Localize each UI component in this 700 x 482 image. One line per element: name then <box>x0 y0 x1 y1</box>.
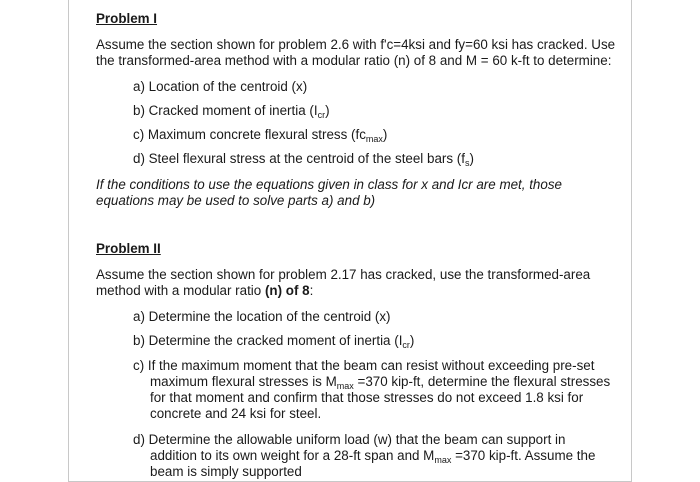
problem-2-heading: Problem II <box>96 241 161 256</box>
problem-2-intro-line-1: Assume the section shown for problem 2.17 has cracked, use the transformed-area <box>96 267 591 282</box>
problem-2-item-a: a) Determine the location of the centroid (x) <box>133 309 391 324</box>
problem-1-item-d: d) Steel flexural stress at the centroid of the steel bars $(f_s)$ <box>133 151 474 168</box>
problem-2-item-d-line-3: beam is simply supported <box>150 464 302 479</box>
problem-1-intro-line-2: the transformed-area method with a modular ratio (n) of 8 and M = 60 k-ft to determine: <box>96 53 612 68</box>
problem-2-item-c-line-2: maximum flexural stresses is $M_{max} =370$ kip-ft, determine the flexural stresses <box>150 374 611 391</box>
problem-1-intro-line-1: Assume the section shown for problem 2.6 with f'c=4ksi and fy=60 ksi has cracked. Use <box>96 37 616 52</box>
problem-1-item-a: a) Location of the centroid (x) <box>133 79 308 94</box>
problem-1-note-line-2: equations may be used to solve parts a) and b) <box>96 193 376 208</box>
problem-1-note-line-1: If the conditions to use the equations given in class for x and Icr are met, those <box>96 177 562 192</box>
problem-1-item-c: c) Maximum concrete flexural stress $(fc_{max})$ <box>133 127 388 144</box>
problem-2-item-d-line-2: addition to its own weight for a 28-ft span and $M_{max} =370$ kip-ft. Assume the <box>150 448 596 465</box>
problem-2-item-c-line-3: for that moment and confirm that those stresses do not exceed 1.8 ksi for <box>150 390 584 405</box>
problem-2-item-c-line-4: concrete and 24 ksi for steel. <box>150 406 322 421</box>
problem-1-heading: Problem I <box>96 11 158 26</box>
problem-2-item-c-line-1: c) If the maximum moment that the beam can resist without exceeding pre-set <box>133 358 595 373</box>
problem-2-item-d-line-1: d) Determine the allowable uniform load (w) that the beam can support in <box>133 432 566 447</box>
problem-2-intro-line-2: method with a modular ratio (n) of 8: <box>96 283 314 298</box>
problem-1-item-b: b) Cracked moment of inertia $(I_{cr})$ <box>133 103 330 120</box>
problem-2-item-b: b) Determine the cracked moment of inertia $(I_{cr})$ <box>133 333 415 350</box>
